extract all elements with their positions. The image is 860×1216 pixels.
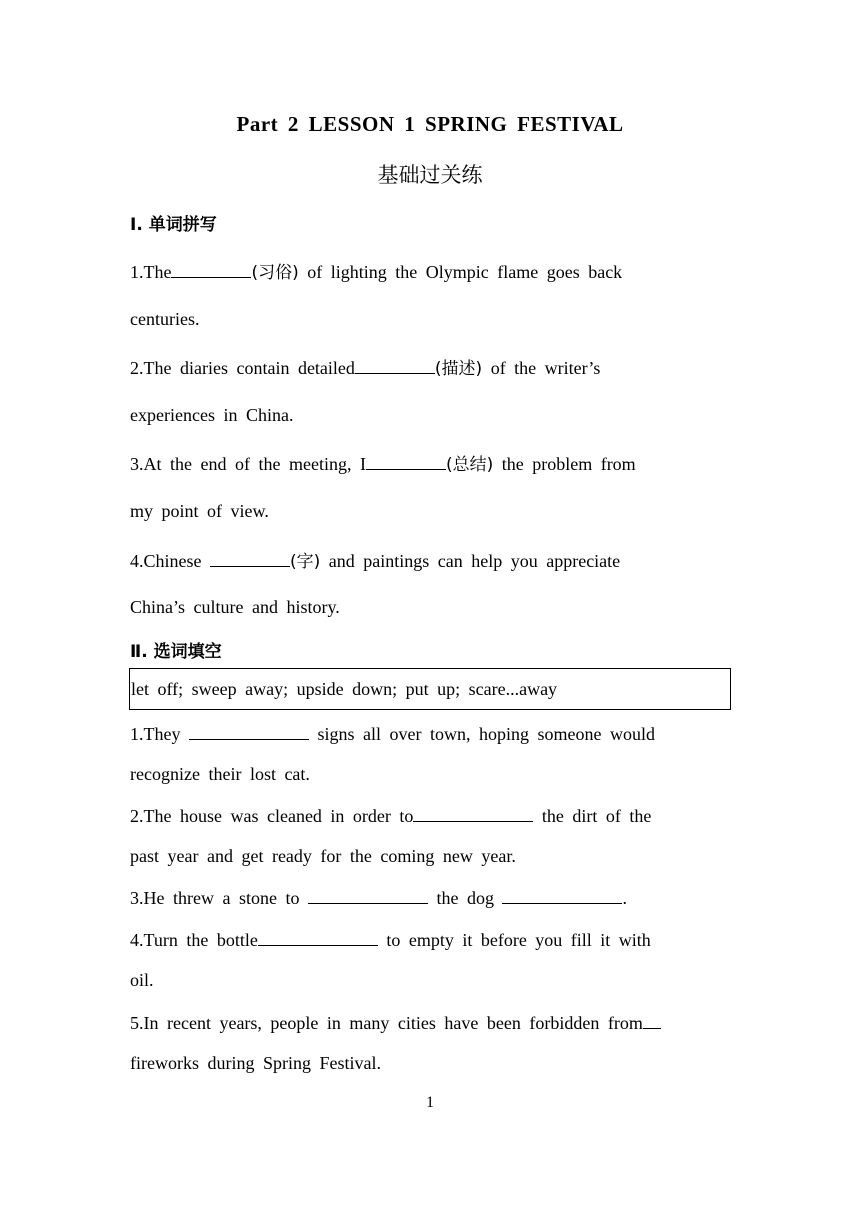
question-continuation: China’s culture and history. — [130, 597, 340, 617]
section-heading-word-choice: Ⅱ. 选词填空 — [130, 642, 222, 662]
question-text: 1.They — [130, 724, 189, 744]
chinese-hint: (字) — [290, 552, 321, 572]
section-heading-spelling: Ⅰ. 单词拼写 — [130, 215, 217, 235]
question-continuation: centuries. — [130, 309, 200, 329]
answer-blank[interactable] — [308, 885, 428, 904]
question-text: 1.The — [130, 262, 172, 282]
question-text: 4.Chinese — [130, 551, 210, 571]
chinese-hint: (习俗) — [251, 263, 299, 283]
answer-blank[interactable] — [258, 927, 378, 946]
chinese-hint: (总结) — [445, 455, 494, 475]
question-text: the dog — [427, 888, 503, 908]
question-line — [130, 721, 730, 746]
question-text: 4.Turn the bottle — [130, 930, 258, 950]
question-text: the problem from — [493, 454, 636, 474]
question-text: the dirt of the — [533, 806, 652, 826]
question-text: to empty it before you fill it with — [377, 930, 651, 950]
answer-blank[interactable] — [502, 885, 622, 904]
page-subtitle: 基础过关练 — [377, 163, 483, 187]
question-line — [130, 259, 730, 285]
word-bank-text: let off; sweep away; upside down; put up; scare...away — [131, 679, 558, 699]
question-text: of lighting the Olympic flame goes back — [298, 262, 623, 282]
page-number: 1 — [426, 1094, 434, 1111]
question-continuation: oil. — [130, 970, 154, 990]
question-line — [130, 548, 730, 574]
answer-blank[interactable] — [366, 451, 446, 470]
answer-blank[interactable] — [413, 803, 533, 822]
question-text: of the writer’s — [482, 358, 601, 378]
question-continuation: experiences in China. — [130, 405, 294, 425]
question-line — [130, 885, 730, 910]
question-text: 2.The house was cleaned in order to — [130, 806, 414, 826]
question-continuation: my point of view. — [130, 501, 269, 521]
question-text: . — [622, 888, 627, 908]
question-text: 3.He threw a stone to — [130, 888, 308, 908]
question-text: 3.At the end of the meeting, I — [130, 454, 366, 474]
answer-blank[interactable] — [643, 1010, 661, 1029]
question-line — [130, 355, 730, 381]
word-bank-box — [129, 668, 731, 710]
question-text: 5.In recent years, people in many cities have been forbidden from — [130, 1013, 643, 1033]
chinese-hint: (描述) — [434, 359, 483, 379]
question-line — [130, 451, 730, 477]
question-continuation: fireworks during Spring Festival. — [130, 1053, 381, 1073]
question-continuation: past year and get ready for the coming new year. — [130, 846, 516, 866]
answer-blank[interactable] — [210, 548, 290, 567]
answer-blank[interactable] — [189, 721, 309, 740]
question-line — [130, 803, 730, 828]
question-continuation: recognize their lost cat. — [130, 764, 310, 784]
answer-blank[interactable] — [171, 259, 251, 278]
question-line — [130, 927, 730, 952]
answer-blank[interactable] — [355, 355, 435, 374]
question-text: signs all over town, hoping someone would — [308, 724, 655, 744]
question-text: and paintings can help you appreciate — [320, 551, 621, 571]
question-line — [130, 1010, 730, 1035]
page-title: Part 2 LESSON 1 SPRING FESTIVAL — [236, 112, 624, 136]
question-text: 2.The diaries contain detailed — [130, 358, 355, 378]
